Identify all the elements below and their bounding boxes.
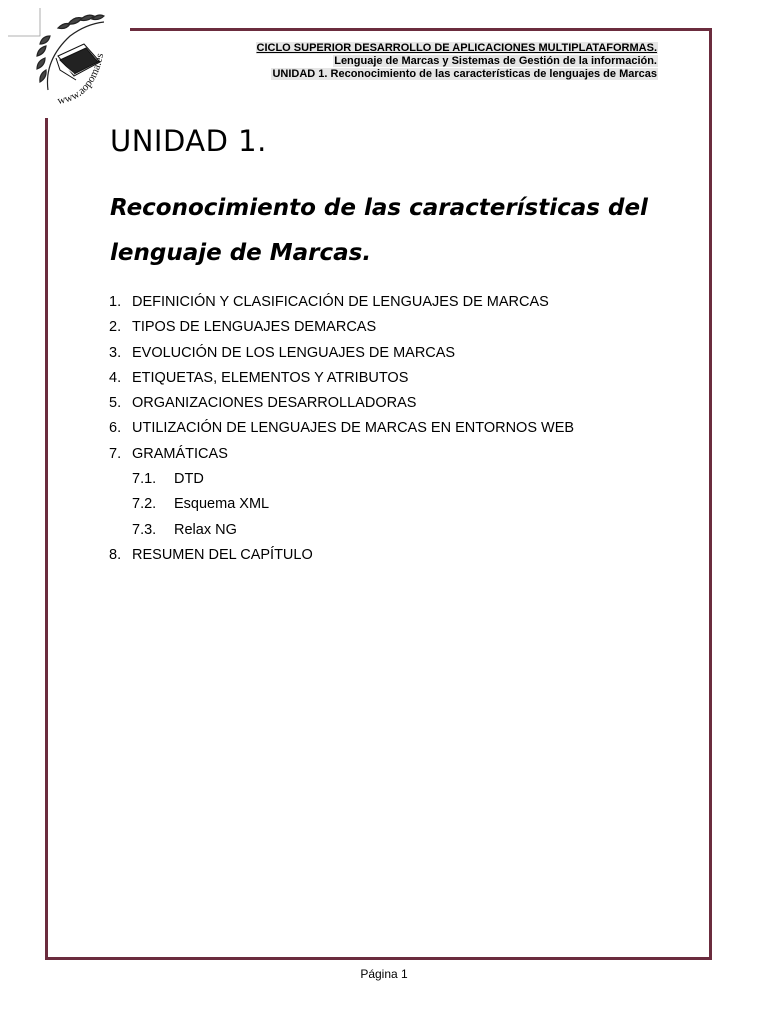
toc-item: 5. ORGANIZACIONES DESARROLLADORAS <box>109 395 417 412</box>
unit-subtitle: Reconocimiento de las características del lenguaje de Marcas. <box>110 195 648 266</box>
toc-item: 1. DEFINICIÓN Y CLASIFICACIÓN DE LENGUAJES DE MARCAS <box>109 294 549 310</box>
header-line-course: CICLO SUPERIOR DESARROLLO DE APLICACIONES MULTIPLATAFORMAS. <box>256 42 657 54</box>
toc-item: 2. TIPOS DE LENGUAJES DEMARCAS <box>109 319 377 336</box>
document-header <box>256 42 658 81</box>
laurel-book-logo-icon <box>0 0 130 118</box>
toc-item: 6. UTILIZACIÓN DE LENGUAJES DE MARCAS EN ENTORNOS WEB <box>109 420 575 437</box>
toc-item: 4. ETIQUETAS, ELEMENTOS Y ATRIBUTOS <box>109 369 409 386</box>
logo-url-text: www.aopoma.es <box>56 52 107 108</box>
header-line-unit: UNIDAD 1. Reconocimiento de las características de lenguajes de Marcas <box>272 68 657 80</box>
table-of-contents <box>109 292 574 570</box>
toc-item: 3. EVOLUCIÓN DE LOS LENGUAJES DE MARCAS <box>109 344 456 361</box>
header-line-subject: Lenguaje de Marcas y Sistemas de Gestión de la información. <box>334 55 657 67</box>
page-number-footer: Página 1 <box>360 967 408 981</box>
toc-subitem: 7.2. Esquema XML <box>132 496 270 513</box>
toc-item: 8. RESUMEN DEL CAPÍTULO <box>109 546 313 563</box>
toc-subitem: 7.3. Relax NG <box>132 521 237 538</box>
unit-title: UNIDAD 1. <box>110 124 267 158</box>
toc-item: 7. GRAMÁTICAS <box>109 445 228 462</box>
aopoma-logo <box>0 0 130 118</box>
toc-subitem: 7.1. DTD <box>132 471 204 488</box>
